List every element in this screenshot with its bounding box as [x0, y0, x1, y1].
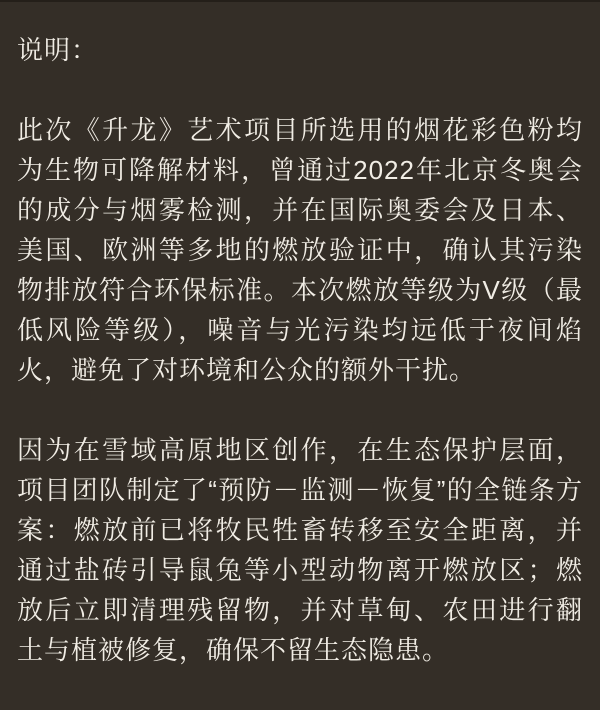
paragraph-ecology-protection-plan: 因为在雪域高原地区创作，在生态保护层面，项目团队制定了“预防－监测－恢复”的全链条方案：燃放前已将牧民牲畜转移至安全距离，并通过盐砖引导鼠兔等小型动物离开燃放区；燃放后立即清理残留物，并对草甸、农田进行翻土与植被修复，确保不留生态隐患。 [17, 435, 583, 665]
paragraph-environment-certification: 此次《升龙》艺术项目所选用的烟花彩色粉均为生物可降解材料，曾通过2022年北京冬奥会的成分与烟雾检测，并在国际奥委会及日本、美国、欧洲等多地的燃放验证中，确认其污染物排放符合环保标准。本次燃放等级为V级（最低风险等级），噪音与光污染均远低于夜间焰火，避免了对环境和公众的额外干扰。 [17, 115, 583, 385]
notice-panel [0, 2, 600, 670]
page-title: 说明： [17, 35, 99, 65]
